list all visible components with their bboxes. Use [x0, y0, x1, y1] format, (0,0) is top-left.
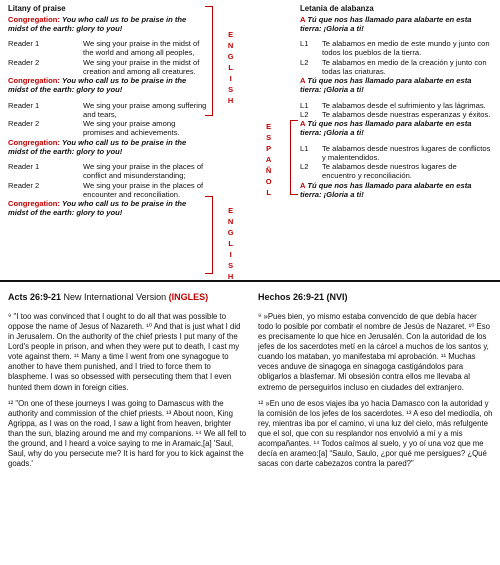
- litany-section: [0, 0, 500, 282]
- scripture-paragraph: ⁹ "I too was convinced that I ought to do all that was possible to oppose the name of Jesus of Nazareth. ¹⁰ And that is just what I did in Jerusalem. On the authority of the chief priests I put many of the Lord's people in prison, and when they were put to death, I cast my vote against them. ¹¹ Many a time I went from one synagogue to another to have them punished, and I tried to force them to blaspheme. I was so obsessed with persecuting them that I even hunted them down in foreign cities.: [8, 311, 241, 392]
- spanish-litany: [300, 4, 492, 199]
- reader-row: L2 Te alabamos en medio de la creación y junto con todas las criaturas.: [300, 57, 487, 76]
- scripture-section: [0, 284, 500, 565]
- congregation-line: Congregation: You who call us to be praise in the midst of the earth: glory to you!: [8, 199, 187, 218]
- reader-row: Reader 1 We sing your praise in the midst of the world and among all peoples,: [8, 39, 200, 58]
- bracket-espanol: [290, 120, 298, 195]
- congregation-line: A Tú que nos has llamado para alabarte en esta tierra: ¡Gloria a ti!: [300, 180, 472, 199]
- english-scripture: [8, 292, 248, 476]
- reader-row: L1 Te alabamos desde el sufrimiento y las lágrimas.: [300, 100, 486, 110]
- reader-row: Reader 1 We sing your praise among suffering and tears,: [8, 100, 207, 119]
- bracket-english-1: [205, 6, 213, 116]
- scripture-paragraph: ¹² »En uno de esos viajes iba yo hacia Damasco con la autoridad y la comisión de los jefes de los sacerdotes. ¹³ A eso del mediodía, oh rey, mientras iba por el camino, vi una luz del cielo, más refulgente que el sol, que con su resplandor nos envolvió a mí y a mis acompañantes. ¹⁴ Todos caímos al suelo, y yo oí una voz que me decía en arameo:[a] “Saulo, Saulo, ¿por qué me persigues? ¿Qué sacas con darte cabezazos contra la pared?”: [258, 398, 493, 469]
- congregation-line: Congregation: You who call us to be praise in the midst of the earth: glory to you!: [8, 137, 187, 156]
- congregation-line: A Tú que nos has llamado para alabarte en esta tierra: ¡Gloria a ti!: [300, 119, 472, 138]
- english-title: Litany of praise: [8, 4, 66, 13]
- reader-row: Reader 1 We sing your praise in the places of conflict and misunderstanding;: [8, 162, 204, 181]
- congregation-line: Congregation: You who call us to be praise in the midst of the earth: glory to you!: [8, 14, 187, 33]
- english-label-2: ENGLISH: [226, 206, 236, 283]
- spanish-scripture: [258, 292, 494, 476]
- reader-row: Reader 2 We sing your praise in the midst of creation and among all creatures.: [8, 57, 200, 76]
- espanol-label: ESPAÑOL: [264, 122, 274, 199]
- spanish-scripture-title: Hechos 26:9-21 (NVI): [258, 292, 348, 302]
- reader-row: Reader 2 We sing your praise in the places of encounter and reconciliation.: [8, 180, 204, 199]
- congregation-line: Congregation: You who call us to be praise in the midst of the earth: glory to you!: [8, 76, 187, 95]
- spanish-title: Letania de alabanza: [300, 4, 374, 13]
- scripture-paragraph: ¹² "On one of these journeys I was going to Damascus with the authority and commission of the chief priests. ¹³ About noon, King Agrippa, as I was on the road, I saw a light from heaven, brighter than the sun, blazing around me and my companions. ¹⁴ We all fell to the ground, and I heard a voice saying to me in Aramaic,[a] 'Saul, Saul, why do you persecute me? It is hard for you to kick against the goads.': [8, 398, 247, 469]
- reader-row: L1 Te alabamos en medio de este mundo y junto con todos los pueblos de la tierra.: [300, 39, 490, 58]
- reader-row: L1 Te alabamos desde nuestros lugares de conflictos y malentendidos.: [300, 143, 491, 162]
- reader-row: L2 Te alabamos desde nuestros lugares de encuentro y reconciliación.: [300, 162, 457, 181]
- scripture-paragraph: ⁹ »Pues bien, yo mismo estaba convencido de que debía hacer todo lo posible por combatir el nombre de Jesús de Nazaret. ¹⁰ Eso es precisamente lo que hice en Jerusalén. Con la autoridad de los jefes de los sacerdotes metí en la cárcel a muchos de los santos y, cuando los mataban, yo manifestaba mi aprobación. ¹¹ Muchas veces anduve de sinagoga en sinagoga castigándolos para obligarlos a blasfemar. Mi obsesión contra ellos me llevaba al extremo de perseguirlos incluso en ciudades del extranjero.: [258, 311, 490, 392]
- english-litany: [8, 4, 208, 218]
- bracket-english-2: [205, 196, 213, 274]
- english-label-1: ENGLISH: [226, 30, 236, 107]
- reader-row: Reader 2 We sing your praise among promises and achievements.: [8, 119, 180, 138]
- congregation-line: A Tú que nos has llamado para alabarte en esta tierra: ¡Gloria a ti!: [300, 76, 472, 95]
- congregation-line: A Tú que nos has llamado para alabarte en esta tierra: ¡Gloria a ti!: [300, 14, 472, 33]
- reader-row: L2 Te alabamos desde nuestras esperanzas y éxitos.: [300, 109, 491, 119]
- english-scripture-title: Acts 26:9-21 New International Version (INGLES): [8, 292, 209, 302]
